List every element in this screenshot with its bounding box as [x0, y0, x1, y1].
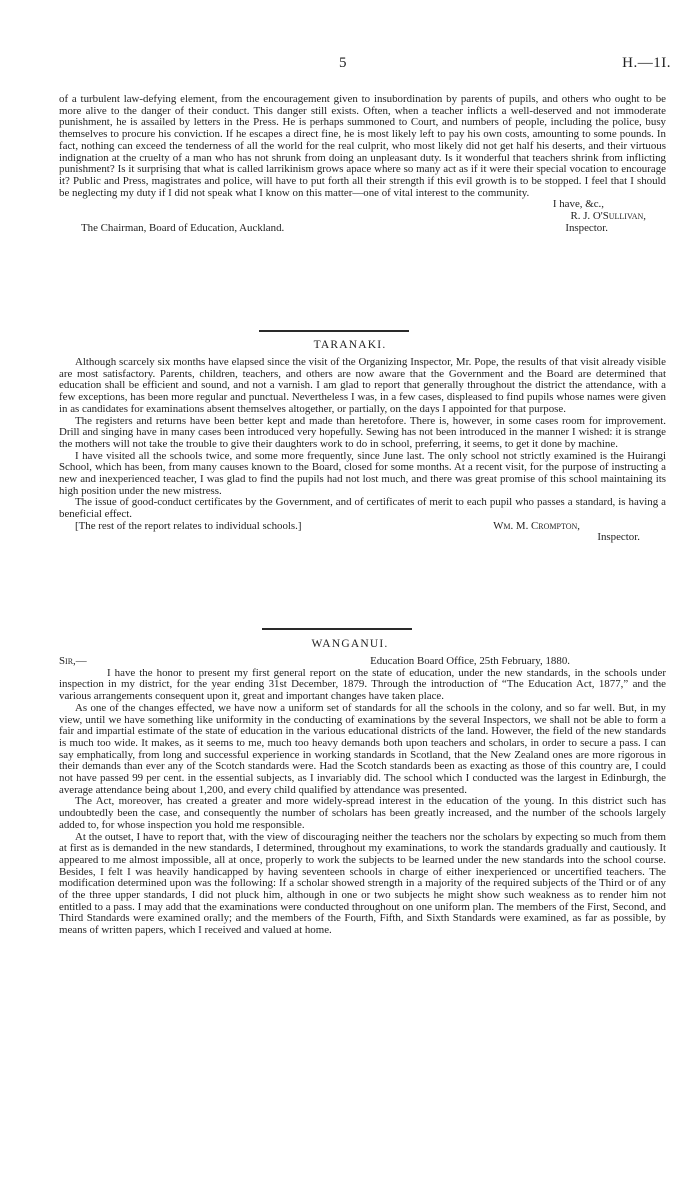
taranaki-paragraph-4: The issue of good-conduct certificates by the Government, and of certificates of merit to each pupil who passes a standard, is having a beneficial effect. — [59, 496, 666, 521]
salutation-row — [59, 656, 666, 668]
wanganui-paragraph-3: The Act, moreover, has created a greater and more widely-spread interest in the education of the young. In this district such has undoubtedly been the case, and consequently the number of scholars has been greatly increased, and the number of the schools largely added to, for whose inspection you hold me responsible. — [59, 795, 666, 831]
wanganui-paragraph-1: I have the honor to present my first general report on the state of education, under the new standards, in the schools under inspection in my district, for the year ending 31st December, 1879. Through the introduction of “The Education Act, 1877,” and the various arrangements consequent upon it, great and important changes have taken place. — [59, 666, 666, 703]
taranaki-report — [59, 357, 666, 544]
signatory-title: Inspector. — [597, 531, 640, 544]
wanganui-report — [59, 656, 666, 937]
taranaki-heading: TARANAKI. — [313, 339, 387, 351]
page-number: 5 — [339, 55, 347, 71]
signature-crompton: Wm. M. Crompton, — [493, 519, 580, 532]
closing-line: I have, &c., — [552, 198, 604, 211]
wanganui-paragraph-4: At the outset, I have to report that, with the view of discouraging neither the teachers nor the scholars by expecting so much from them at first as is demanded in the new standards, I determined, throughout my examinations, to work the standards gradually and cautiously. It appeared to me almost impossible, all at once, properly to work the subjects to be learned under the new standards into the school course. Besides, I felt I was heavily handicapped by having seventeen schools in charge of either inexperienced or uncertified teachers. The modification determined upon was the following: If a scholar showed strength in a majority of the required subjects of the Third or of any of the three upper standards, I did not pluck him, although in one or two subjects he might show such weakness as to render him not entitled to a pass. I may add that the examinations were conducted throughout on one uniform plan. The members of the First, Second, and Third Standards were examined orally; and the members of the Fourth, Fifth, and Sixth Standards were examined, as far as possible, by means of written papers, which I received and valued at home. — [59, 830, 666, 937]
section-divider — [262, 628, 412, 630]
taranaki-paragraph-3: I have visited all the schools twice, and some more frequently, since June last. The only school not strictly examined is the Huirangi School, which has been, from many causes known to the Board, closed for some months. At a recent visit, for the purpose of instructing a new and inexperienced teacher, I was glad to find the pupils had not lost much, and there was great promise of this school maintaining its high position under the new mistress. — [59, 449, 666, 497]
section-divider — [259, 330, 409, 332]
taranaki-paragraph-2: The registers and returns have been better kept and made than heretofore. There is, however, in some cases room for improvement. Drill and singing have in many cases been introduced very hopefully. Sewing has not been introduced in the manner I wished: it is strange the mothers will not take the trouble to give their daughters work to do in school, preferring, it seems, to get it done by machine. — [59, 414, 666, 450]
signature-osullivan: R. J. O'Sullivan, — [570, 210, 646, 223]
wanganui-paragraph-2: As one of the changes effected, we have now a uniform set of standards for all the schools in the colony, and so far well. But, in my view, until we have something like uniformity in the conducting of examinations by the several Inspectors, we shall not be able to form a fair and impartial estimate of the state of education in the various educational districts of the land. However, the field of the new standards is much too wide. It makes, as it seems to me, much too heavy demands both upon teachers and scholars, in order to secure a pass. I can say emphatically, from long and successful experience in working standards in Scotland, that the New Zealand ones are more rigorous in their demands than ever any of the Scotch standards were. Had the Scotch standards been as exacting as those of this country are, I could not have passed 99 per cent. in the essential subjects, as I invariably did. The school which I conducted was the largest in Edinburgh, the average attendance being about 1,200, and every child qualified by attendance was presented. — [59, 701, 666, 796]
salutation: Sir,— — [59, 655, 87, 667]
auckland-report-end — [59, 94, 666, 234]
taranaki-paragraph-1: Although scarcely six months have elapsed since the visit of the Organizing Inspector, Mr. Pope, the results of that visit already visible are most satisfactory. Parents, children, teachers, and others are now aware that the Government and the Board are determined that education shall be efficient and sound, and not a varnish. I am glad to report that generally throughout the district the attendance, with a few exceptions, has been more regular and punctual. Nevertheless I was, in a few cases, displeased to find pupils whose names were given in as candidates for examinations absent themselves altogether, or partially, on the days I appointed for that purpose. — [59, 356, 666, 415]
page-header — [0, 55, 700, 74]
dateline: Education Board Office, 25th February, 1880. — [370, 655, 570, 667]
addressee: The Chairman, Board of Education, Auckland. — [81, 221, 285, 234]
auckland-paragraph: of a turbulent law-defying element, from the encouragement given to insubordination by parents of pupils, and others who ought to be more alive to the danger of their conduct. This danger still exists. Often, when a teacher inflicts a well-deserved and not immoderate punishment, he is assailed by letters in the Press. He is perhaps summoned to Court, and numbers of people, including the police, busy themselves to procure his conviction. If he escapes a direct fine, he is most likely left to pay his own costs, amounting to some pounds. In fact, nothing can exceed the tenderness of all the world for the real culprit, who most likely did not get half his deserts, and their virtuous indignation at the cruelty of a man who has not shrunk from doing an unpleasant duty. Is it wonderful that teachers shrink from inflicting punishment? Is it surprising that what is called larrikinism grows apace where so many act as if it were their special vocation to encourage it? Public and Press, magistrates and police, will have to put forth all their strength if this evil growth is to be stopped. I feel that I should be neglecting my duty if I did not speak what I know on this matter—one of vital interest to the community. — [59, 93, 666, 199]
taranaki-note: [The rest of the report relates to individual schools.] — [75, 519, 302, 532]
addressee-row — [59, 223, 666, 235]
signatory-title: Inspector. — [565, 221, 608, 234]
document-code: H.—1I. — [622, 55, 671, 71]
wanganui-heading: WANGANUI. — [311, 638, 389, 650]
